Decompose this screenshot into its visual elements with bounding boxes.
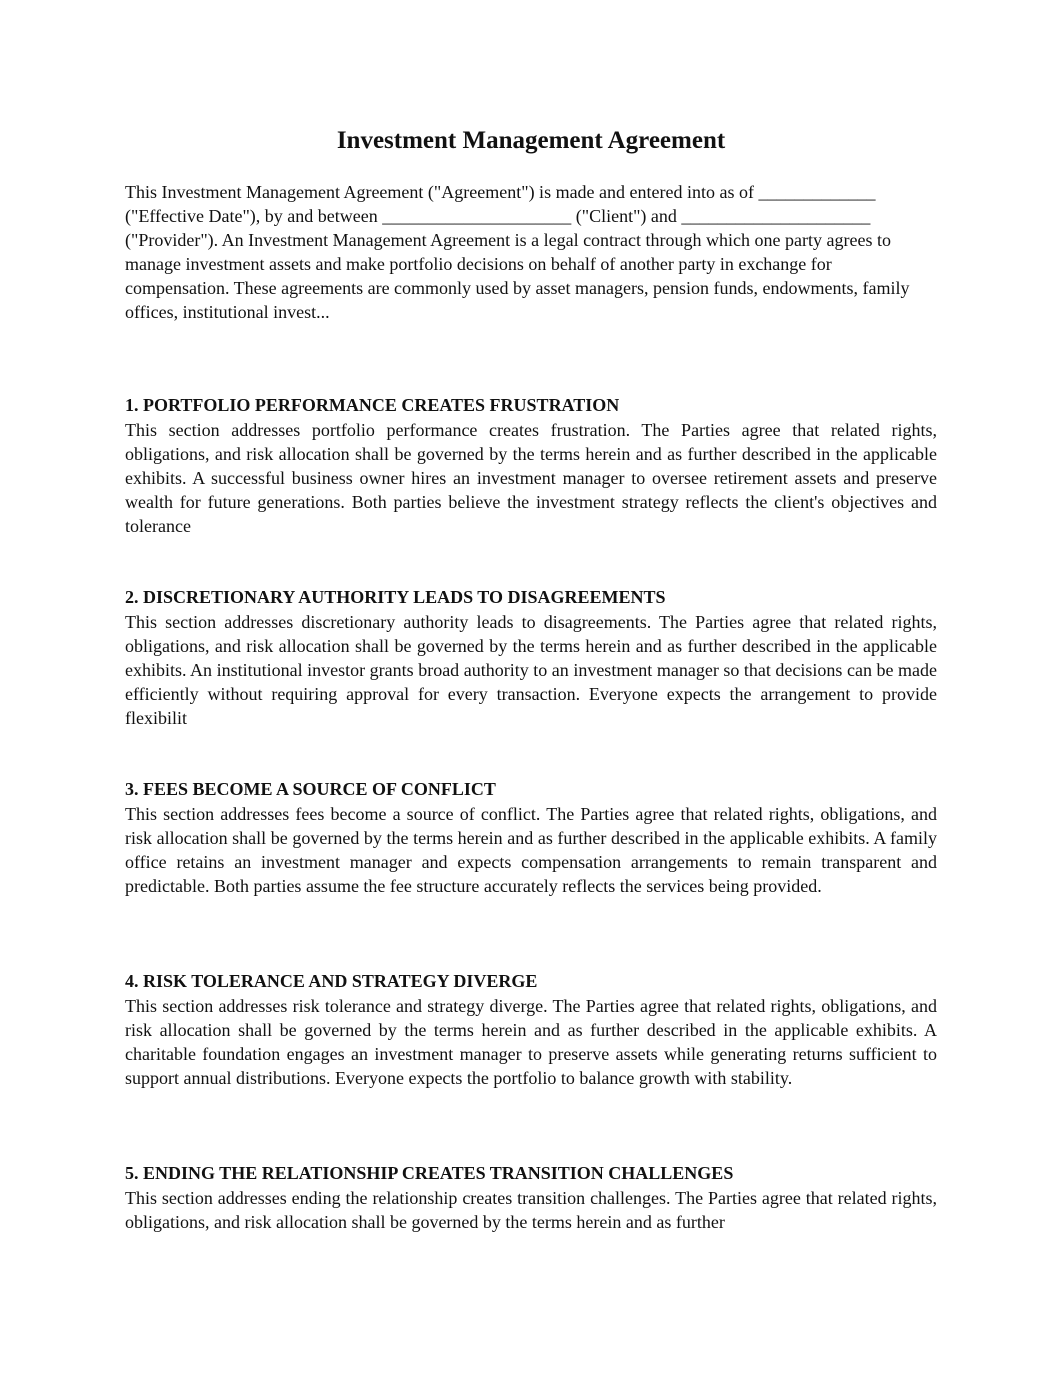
section-body: This section addresses discretionary authority leads to disagreements. The Parties agree that related rights, obligations, and risk allocation shall be governed by the terms herein and as further described in the applicable exhibits. An institutional investor grants broad authority to an investment manager so that decisions can be made efficiently without requiring approval for every transaction. Everyone expects the arrangement to provide flexibilit [125,612,937,728]
section-4 [125,968,937,1090]
intro-paragraph: This Investment Management Agreement ("Agreement") is made and entered into as of _____________ ("Effective Date"), by and between _____________________ ("Client") and _____________________ ("Provider"). An Investment Management Agreement is a legal contract through which one party agrees to manage investment assets and make portfolio decisions on behalf of another party in exchange for compensation. These agreements are commonly used by asset managers, pension funds, endowments, family offices, institutional invest... [125,182,910,322]
section-heading: 4. RISK TOLERANCE AND STRATEGY DIVERGE [125,971,538,991]
section-body: This section addresses ending the relationship creates transition challenges. The Parties agree that related rights, obligations, and risk allocation shall be governed by the terms herein and as further [125,1188,937,1232]
section-body: This section addresses portfolio performance creates frustration. The Parties agree that related rights, obligations, and risk allocation shall be governed by the terms herein and as further described in the applicable exhibits. A successful business owner hires an investment manager to oversee retirement assets and preserve wealth for future generations. Both parties believe the investment strategy reflects the client's objectives and tolerance [125,420,937,536]
section-heading: 5. ENDING THE RELATIONSHIP CREATES TRANSITION CHALLENGES [125,1163,734,1183]
section-heading: 3. FEES BECOME A SOURCE OF CONFLICT [125,779,496,799]
section-heading: 2. DISCRETIONARY AUTHORITY LEADS TO DISAGREEMENTS [125,587,666,607]
section-5 [125,1160,937,1234]
section-2 [125,584,937,730]
section-body: This section addresses fees become a source of conflict. The Parties agree that related rights, obligations, and risk allocation shall be governed by the terms herein and as further described in the applicable exhibits. A family office retains an investment manager and expects compensation arrangements to remain transparent and predictable. Both parties assume the fee structure accurately reflects the services being provided. [125,804,937,896]
section-1 [125,392,937,538]
document-title: Investment Management Agreement [336,127,726,154]
section-3 [125,776,937,898]
section-body: This section addresses risk tolerance and strategy diverge. The Parties agree that related rights, obligations, and risk allocation shall be governed by the terms herein and as further described in the applicable exhibits. A charitable foundation engages an investment manager to preserve assets while generating returns sufficient to support annual distributions. Everyone expects the portfolio to balance growth with stability. [125,996,937,1088]
section-heading: 1. PORTFOLIO PERFORMANCE CREATES FRUSTRATION [125,395,620,415]
